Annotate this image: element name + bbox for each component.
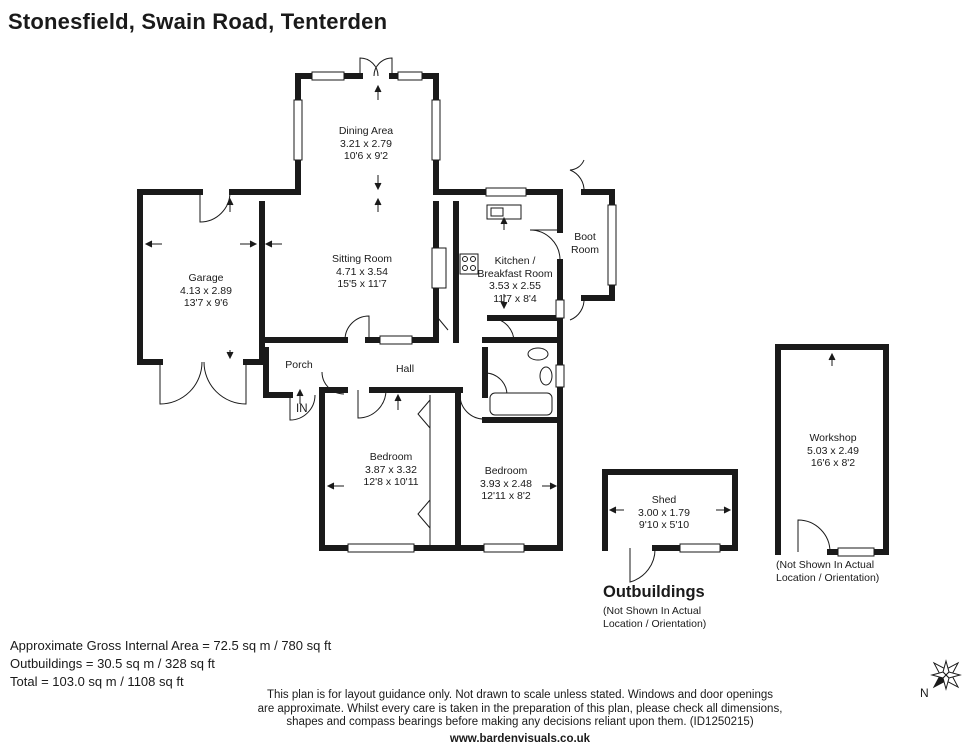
kitchen-sink-bowl (491, 208, 503, 216)
arrow-bed2-right (542, 483, 556, 489)
fireplace (432, 248, 446, 288)
bathtub (490, 393, 552, 415)
window-kitchen-north (486, 188, 526, 196)
window-dining-north-right (398, 72, 422, 80)
room-label-boot: Boot Room (570, 231, 600, 256)
arrow-garage-bottom (227, 350, 233, 358)
disclaimer: This plan is for layout guidance only. Not drawn to scale unless stated. Windows and door openings are approximate. Whilst every care is taken in the preparation of this plan, please check all dimensions, shapes and compass bearings before making any decisions reliant upon them. (ID1250215) (257, 689, 783, 728)
room-label-porch: Porch (285, 359, 313, 371)
arrow-garage-left (146, 241, 162, 247)
gross-internal-area: Approximate Gross Internal Area = 72.5 sq m / 780 sq ft (10, 638, 332, 653)
plan-title: Stonesfield, Swain Road, Tenterden (8, 9, 388, 34)
arrow-shed-left (610, 507, 624, 513)
arrow-workshop-top (829, 354, 835, 366)
arrow-shed-right (716, 507, 730, 513)
window-bedroom1-south (348, 544, 414, 552)
outbuildings-heading: Outbuildings (603, 583, 705, 601)
room-label-sitting: Sitting Room 4.71 x 3.54 15'5 x 11'7 (331, 253, 393, 290)
cupboard-door (438, 318, 448, 330)
door-garage-side (200, 192, 230, 222)
window-kitchen-east (556, 300, 564, 318)
arrow-dining-up (375, 86, 381, 100)
window-workshop-south (838, 548, 874, 556)
website-link[interactable]: www.bardenvisuals.co.uk (449, 733, 591, 745)
room-label-garage: Garage 4.13 x 2.89 13'7 x 9'6 (180, 272, 232, 309)
wardrobe-door-top (418, 400, 430, 428)
toilet (528, 348, 548, 360)
hob-ring-3 (463, 266, 468, 271)
room-label-workshop: Workshop 5.03 x 2.49 16'6 x 8'2 (807, 432, 859, 469)
door-boot-outside-top (570, 160, 584, 192)
arrow-bed1-left (328, 483, 344, 489)
room-label-bedroom-2: Bedroom 3.93 x 2.48 12'11 x 8'2 (480, 465, 532, 502)
door-bedroom2 (460, 395, 484, 419)
room-label-dining: Dining Area 3.21 x 2.79 10'6 x 9'2 (338, 125, 394, 162)
hob-ring-1 (463, 257, 468, 262)
window-bedroom2-south (484, 544, 524, 552)
door-sitting-hall (345, 316, 369, 340)
room-label-kitchen: Kitchen / Breakfast Room 3.53 x 2.55 11'7 x 8'4 (477, 255, 553, 305)
basin (540, 367, 552, 385)
arrow-sitting-left (266, 241, 282, 247)
arrow-dining-down (375, 175, 381, 189)
compass-rose (931, 660, 961, 690)
window-dining-north-left (312, 72, 344, 80)
window-bath-east (556, 365, 564, 387)
outbuildings-location-note: (Not Shown In Actual Location / Orientation) (603, 605, 707, 630)
entrance-label: IN (296, 403, 308, 415)
arrow-sitting-up (375, 199, 381, 212)
workshop-location-note: (Not Shown In Actual Location / Orientation) (776, 559, 880, 584)
compass-north-label: N (920, 686, 929, 700)
door-boot-outside-bottom (570, 298, 584, 320)
room-label-shed: Shed 3.00 x 1.79 9'10 x 5'10 (638, 494, 690, 531)
door-shed (630, 548, 655, 582)
hob-ring-4 (471, 266, 476, 271)
arrow-entrance (297, 390, 303, 404)
arrow-bed1-up (395, 395, 401, 410)
window-dining-west (294, 100, 302, 160)
arrow-kitchen-top (501, 218, 507, 230)
window-boot-east (608, 205, 616, 285)
door-bathroom (485, 373, 507, 395)
room-label-bedroom-1: Bedroom 3.87 x 3.32 12'8 x 10'11 (363, 451, 419, 488)
window-shed-south (680, 544, 720, 552)
kitchen-hob (460, 254, 478, 274)
window-sitting-south (380, 336, 412, 344)
door-workshop (798, 520, 830, 552)
room-label-hall: Hall (395, 363, 415, 375)
total-area: Total = 103.0 sq m / 1108 sq ft (10, 674, 184, 689)
door-garage-front-right (204, 362, 246, 404)
outbuildings-area: Outbuildings = 30.5 sq m / 328 sq ft (10, 656, 215, 671)
window-dining-east (432, 100, 440, 160)
door-bedroom1 (358, 390, 386, 418)
door-garage-front-left (160, 362, 202, 404)
arrow-garage-right (240, 241, 256, 247)
wardrobe-door-bottom (418, 500, 430, 528)
hob-ring-2 (471, 257, 476, 262)
arrow-garage-top (227, 199, 233, 212)
